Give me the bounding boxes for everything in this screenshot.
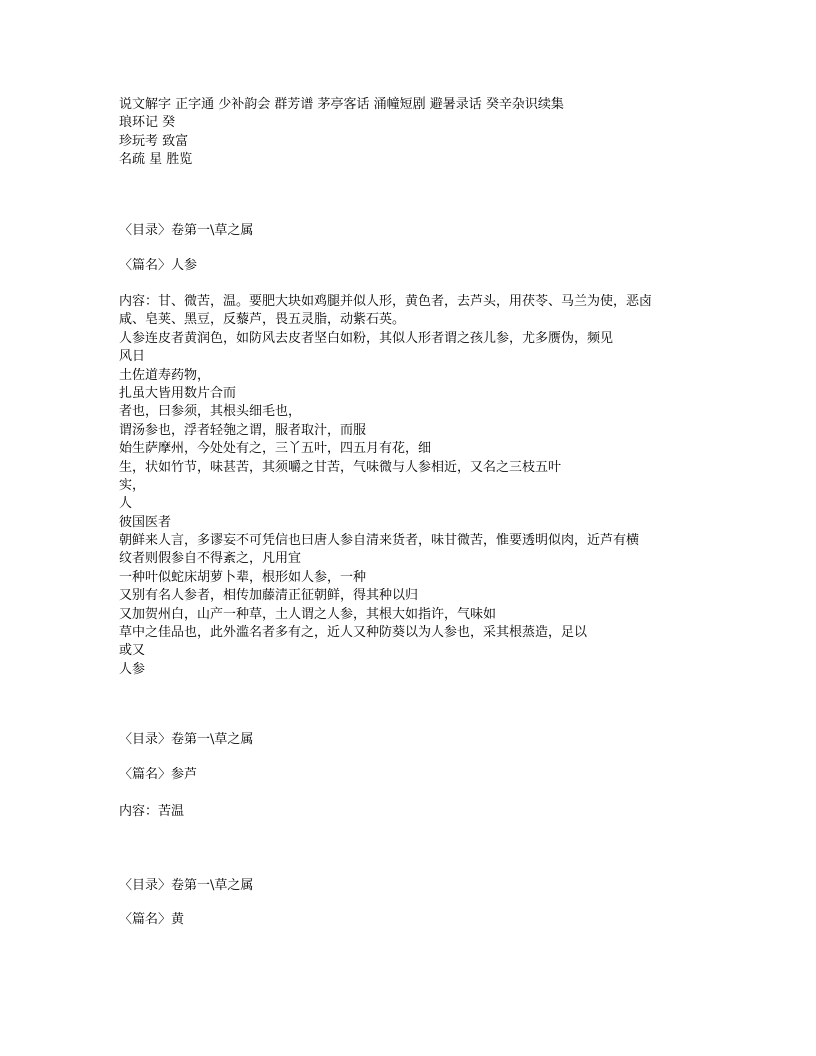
catalog-line: 〈目录〉卷第一\草之属	[119, 223, 254, 238]
text-line: 生，状如竹节，味甚苦，其须嚼之甘苦，气味微与人参相近，又名之三枝五叶	[119, 459, 562, 475]
entry-title: 〈篇名〉参芦	[119, 767, 198, 782]
text-line: 人	[119, 496, 133, 512]
entry-title: 〈篇名〉黄	[119, 912, 185, 927]
source-list	[119, 96, 719, 170]
text-line: 谓汤参也，浮者轻匏之谓，服者取汁，而服	[119, 422, 367, 438]
text-line: 实，	[119, 477, 146, 493]
text-line: 名疏 星 胜览	[119, 152, 193, 168]
text-line: 纹者则假参自不得紊之，凡用宜	[119, 551, 302, 567]
text-line: 一种叶似蛇床胡萝卜辈，根形如人参，一种	[119, 569, 367, 585]
entry-title: 〈篇名〉人参	[119, 258, 198, 273]
entry-content	[119, 293, 719, 679]
catalog-line: 〈目录〉卷第一\草之属	[119, 732, 254, 747]
catalog-line: 〈目录〉卷第一\草之属	[119, 878, 254, 893]
entry-content: 内容：苦温	[119, 804, 185, 819]
text-line: 又别有名人参者，相传加藤清正征朝鲜，得其种以归	[119, 588, 419, 604]
text-line: 琅环记 癸	[119, 115, 176, 131]
text-line: 始生萨摩州，今处处有之，三丫五叶，四五月有花，细	[119, 441, 432, 457]
text-line: 珍玩考 致富	[119, 133, 189, 149]
text-line: 朝鲜来人言，多谬妄不可凭信也曰唐人参自清来货者，味甘微苦，惟要透明似肉，近芦有横	[119, 533, 640, 549]
text-line: 或又	[119, 643, 146, 659]
text-line: 人参连皮者黄润色，如防风去皮者坚白如粉，其似人形者谓之孩儿参，尤多赝伪，频见	[119, 330, 614, 346]
text-line: 土佐道寿药物，	[119, 367, 211, 383]
text-line: 咸、皂荚、黑豆，反藜芦，畏五灵脂，动紫石英。	[119, 312, 406, 328]
text-line: 风日	[119, 349, 146, 365]
text-line: 者也，曰参须，其根头细毛也，	[119, 404, 302, 420]
text-line: 彼国医者	[119, 514, 172, 530]
text-line: 内容：甘、微苦，温。要肥大块如鸡腿并似人形，黄色者，去芦头，用茯苓、马兰为使，恶卤	[119, 294, 653, 309]
text-line: 说文解字 正字通 少补韵会 群芳谱 茅亭客话 涌幢短剧 避暑录话 癸辛杂识续集	[119, 97, 564, 112]
text-line: 草中之佳品也，此外滥名者多有之，近人又种防葵以为人参也，采其根蒸造，足以	[119, 625, 588, 641]
text-line: 又加贺州白，山产一种草，土人谓之人参，其根大如指许，气味如	[119, 606, 497, 622]
text-line: 扎虽大皆用数片合而	[119, 385, 237, 401]
text-line: 人参	[119, 661, 146, 677]
